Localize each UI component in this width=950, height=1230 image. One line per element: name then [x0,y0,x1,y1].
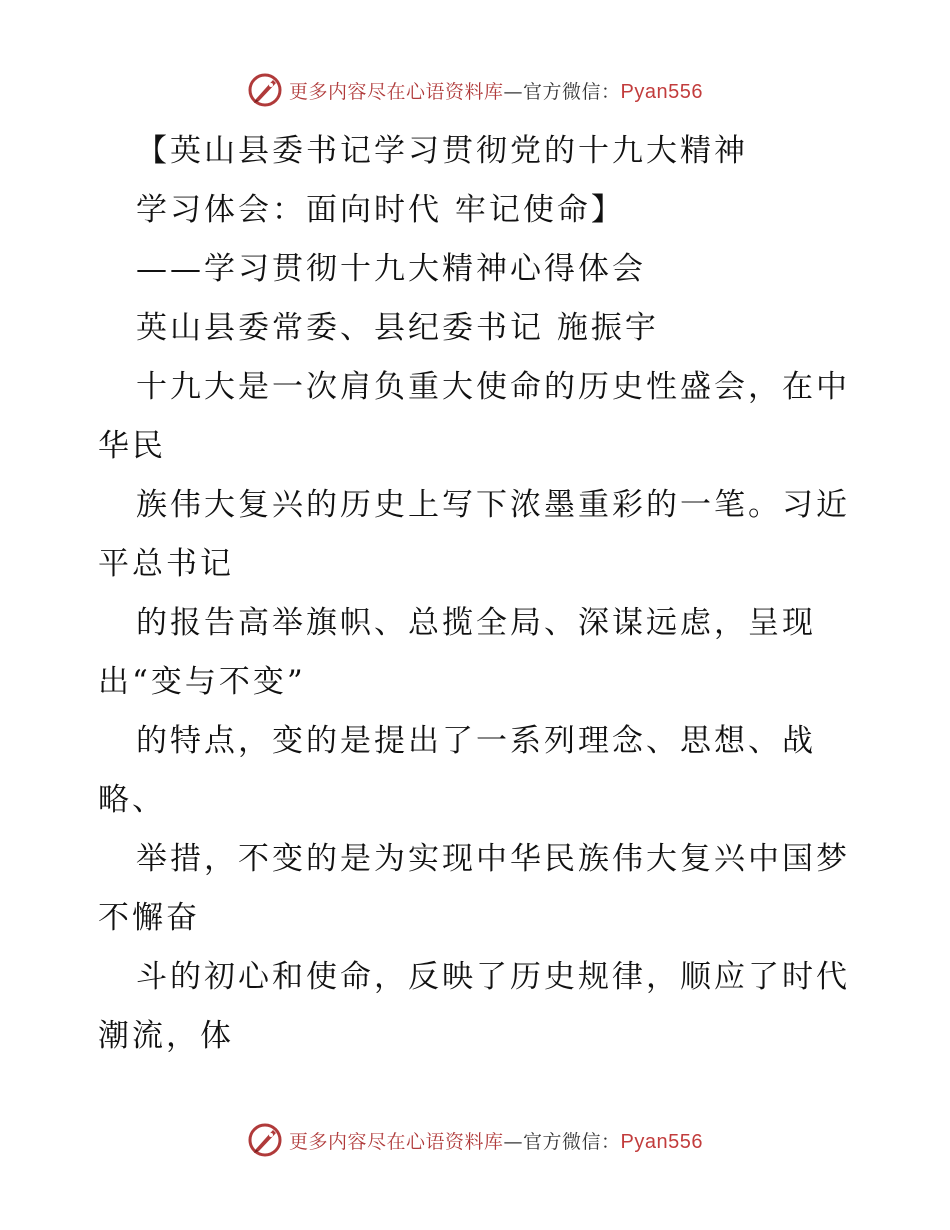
watermark-label: 官方微信： [523,1130,621,1153]
paragraph-line: 举措，不变的是为实现中华民族伟大复兴中国梦 [136,841,850,877]
watermark-wechat-id: Pyan556 [620,80,703,103]
paragraph-line: 略、 [98,782,166,818]
paragraph-line: 十九大是一次肩负重大使命的历史性盛会，在中 [136,369,850,405]
paragraph-line: 族伟大复兴的历史上写下浓墨重彩的一笔。习近 [136,487,850,523]
document-body [98,122,858,1066]
paragraph-line: 的报告高举旗帜、总揽全局、深谋远虑，呈现 [136,605,816,641]
paragraph-line: 的特点，变的是提出了一系列理念、思想、战 [136,723,816,759]
paragraph-line: 华民 [98,428,166,464]
watermark-separator: — [503,80,524,103]
watermark-site-text: 更多内容尽在心语资料库 [289,80,504,103]
title-line-2: 学习体会：面向时代 牢记使命】 [136,192,625,228]
title-line-1: 【英山县委书记学习贯彻党的十九大精神 [136,133,748,169]
paragraph-line: 平总书记 [98,546,234,582]
footer-watermark [0,1120,950,1160]
paragraph-line: 出“变与不变” [98,664,306,700]
paragraph-line: 不懈奋 [98,900,200,936]
watermark-wechat-id: Pyan556 [620,1130,703,1153]
header-watermark [0,70,950,110]
paragraph-line: 潮流，体 [98,1018,234,1054]
watermark-label: 官方微信： [523,80,621,103]
subtitle-line: ——学习贯彻十九大精神心得体会 [136,251,646,287]
author-line: 英山县委常委、县纪委书记 施振宇 [136,310,659,346]
paragraph-line: 斗的初心和使命，反映了历史规律，顺应了时代 [136,959,850,995]
watermark-separator: — [503,1130,524,1153]
quill-logo-icon [247,1122,283,1158]
watermark-site-text: 更多内容尽在心语资料库 [289,1130,504,1153]
quill-logo-icon [247,72,283,108]
